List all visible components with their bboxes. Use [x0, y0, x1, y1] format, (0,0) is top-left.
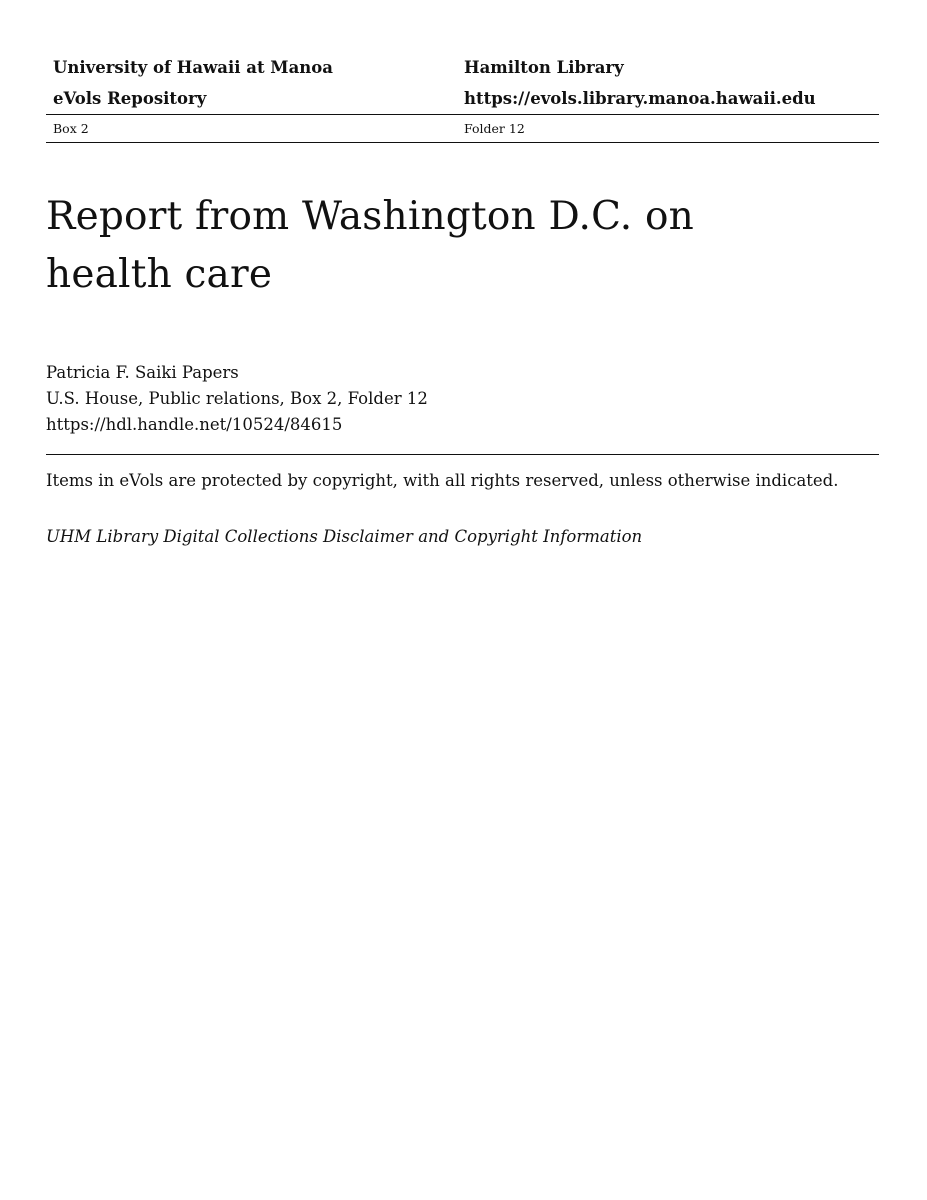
header-row-3: [46, 115, 879, 142]
institution-name: University of Hawaii at Manoa: [53, 58, 333, 77]
metadata-block: [46, 360, 428, 438]
library-name: Hamilton Library: [464, 58, 624, 77]
header-block: [46, 52, 879, 143]
footer-divider: [46, 454, 879, 455]
box-label: Box 2: [53, 121, 89, 136]
folder-label: Folder 12: [464, 121, 525, 136]
disclaimer-link[interactable]: UHM Library Digital Collections Disclaimer and Copyright Information: [46, 527, 643, 546]
document-title: [46, 188, 746, 304]
header-row-1: [46, 52, 879, 83]
repository-url[interactable]: https://evols.library.manoa.hawaii.edu: [464, 89, 816, 108]
collection-name: Patricia F. Saiki Papers: [46, 363, 239, 382]
title-line-1: Report from Washington D.C. on: [46, 194, 694, 239]
copyright-notice: Items in eVols are protected by copyright, with all rights reserved, unless otherwise indicated.: [46, 471, 839, 490]
header-row-2: [46, 83, 879, 114]
repository-name: eVols Repository: [53, 89, 207, 108]
header-divider-bottom: [46, 142, 879, 143]
handle-link[interactable]: https://hdl.handle.net/10524/84615: [46, 415, 343, 434]
series-location: U.S. House, Public relations, Box 2, Folder 12: [46, 389, 428, 408]
title-line-2: health care: [46, 252, 273, 297]
